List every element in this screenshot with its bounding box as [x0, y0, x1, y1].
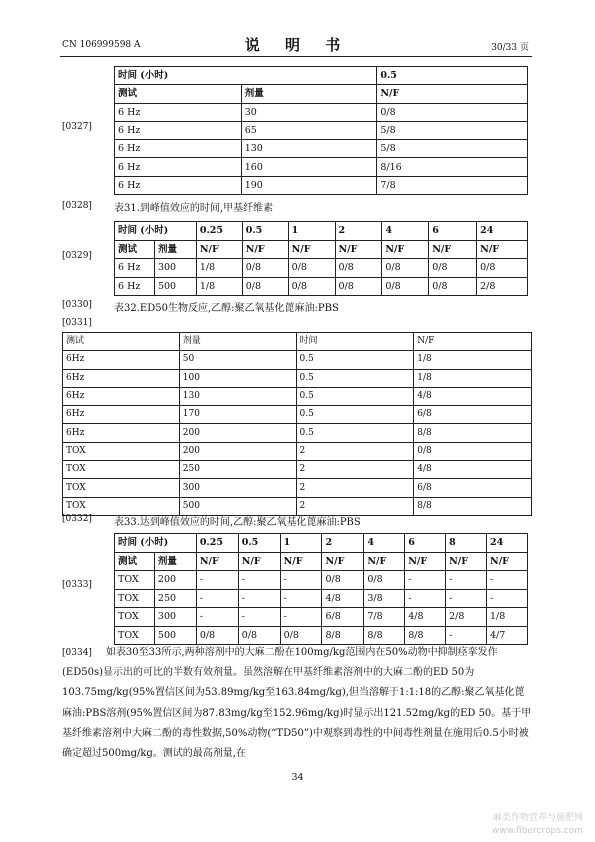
table-cell: 1 — [280, 534, 322, 553]
table-cell: 1/8 — [414, 351, 532, 369]
table-header-row — [115, 222, 528, 241]
table-cell: N/F — [377, 85, 528, 103]
table-row — [63, 424, 532, 442]
paragraph-label: [0332] — [62, 514, 92, 524]
table-cell: N/F — [288, 240, 335, 259]
table-cell: 0.5 — [242, 222, 288, 241]
table-header-row — [115, 67, 528, 85]
table-row — [115, 140, 528, 158]
table-row — [115, 259, 528, 278]
table-cell: - — [280, 589, 322, 608]
table-cell: 100 — [179, 369, 296, 387]
table-cell: 6Hz — [63, 369, 180, 387]
table-cell: 0.5 — [296, 387, 414, 405]
table-cell: 测试 — [115, 240, 155, 259]
table-cell: 6Hz — [63, 387, 180, 405]
table-cell: 8/8 — [322, 626, 364, 645]
table-cell: 6/8 — [414, 479, 532, 497]
table-cell: 2 — [322, 534, 364, 553]
table-cell: 250 — [154, 589, 196, 608]
watermark — [492, 812, 583, 838]
table-cell: TOX — [63, 479, 180, 497]
table-cell: 0.25 — [196, 534, 238, 553]
table-row — [115, 176, 528, 194]
table-33 — [114, 533, 528, 645]
table-cell: N/F — [196, 240, 242, 259]
table-cell: 500 — [179, 497, 296, 515]
table-31 — [114, 221, 528, 296]
table-cell: N/F — [487, 552, 528, 571]
table-cell: - — [238, 589, 280, 608]
table-cell: 130 — [179, 387, 296, 405]
body-paragraph — [62, 643, 532, 764]
table-cell: 4/8 — [322, 589, 364, 608]
table-cell: 1/8 — [196, 259, 242, 278]
table-cell: - — [446, 626, 487, 645]
table-cell: N/F — [322, 552, 364, 571]
table-header-row — [115, 534, 528, 553]
table-30 — [114, 66, 528, 195]
table-cell: 0/8 — [288, 277, 335, 296]
table-cell: 6Hz — [63, 351, 180, 369]
table-row — [115, 571, 528, 590]
table-cell: 0.25 — [196, 222, 242, 241]
table-cell: 0/8 — [242, 277, 288, 296]
table-row — [115, 626, 528, 645]
table-cell: 500 — [154, 277, 196, 296]
table-cell: 8/8 — [364, 626, 405, 645]
table-cell: 2 — [335, 222, 382, 241]
table-cell: 7/8 — [377, 176, 528, 194]
table-header-row — [63, 333, 532, 351]
page-title: 说 明 书 — [244, 36, 351, 54]
table-cell: 2 — [296, 479, 414, 497]
paragraph-text: 如表30至33所示,两种溶剂中的大麻二酚在100mg/kg范围内在50%动物中抑制痉挛发作(ED50s)显示出的可比的半数有效剂量。虽然溶解在甲基纤维素溶剂中的大麻二酚的ED 50为103.75mg/kg(95%置信区间为53.89mg/kg至163.84mg/kg),但当溶解于1:1:18的乙醇:聚乙氧基化蓖麻油:PBS溶剂(95%置信区间为87.83mg/kg至152.96mg/kg)时显示出121.52mg/kg的ED 50。基于甲基纤维素溶剂中大麻二酚的毒性数据,50%动物(“TD50”)中观察到毒性的中间毒性剂量在施用后0.5小时被确定超过500mg/kg。测试的最高剂量,在 — [62, 647, 532, 760]
table-cell: 剂量 — [179, 333, 296, 351]
table-cell: 1/8 — [487, 608, 528, 627]
table-cell: N/F — [429, 240, 477, 259]
paragraph-label: [0331] — [62, 318, 92, 328]
table-cell: 300 — [154, 608, 196, 627]
table-cell: 4 — [382, 222, 429, 241]
table-cell: 8/8 — [414, 497, 532, 515]
paragraph-label: [0328] — [62, 201, 92, 211]
table-cell: N/F — [477, 240, 528, 259]
table-row — [115, 277, 528, 296]
table-cell: 8/8 — [405, 626, 446, 645]
table-cell: 1/8 — [196, 277, 242, 296]
table-cell: 200 — [179, 442, 296, 460]
table-cell: 剂量 — [154, 240, 196, 259]
paragraph-label: [0327] — [62, 122, 92, 132]
table-cell: 6Hz — [63, 406, 180, 424]
table-cell: 24 — [487, 534, 528, 553]
table-cell: 0/8 — [280, 626, 322, 645]
table-cell: N/F — [414, 333, 532, 351]
table-cell: 2/8 — [477, 277, 528, 296]
table-cell: N/F — [242, 240, 288, 259]
table-cell: 0/8 — [196, 626, 238, 645]
table-cell: 0/8 — [414, 442, 532, 460]
table-32 — [62, 332, 532, 516]
table-cell: 7/8 — [364, 608, 405, 627]
table-cell: 0.5 — [238, 534, 280, 553]
table-cell: - — [238, 608, 280, 627]
table-cell: - — [196, 589, 238, 608]
table-cell: N/F — [382, 240, 429, 259]
table-cell: 250 — [179, 461, 296, 479]
table-cell: 0.5 — [296, 406, 414, 424]
table-cell: 6 — [429, 222, 477, 241]
table-cell: 0/8 — [288, 259, 335, 278]
table-row — [63, 369, 532, 387]
table-row — [115, 552, 528, 571]
table-cell: 24 — [477, 222, 528, 241]
table-cell: TOX — [63, 461, 180, 479]
table-cell: 130 — [241, 140, 377, 158]
table-cell: - — [446, 571, 487, 590]
page-info: 30/33 页 — [491, 43, 529, 53]
table-cell: 6 Hz — [115, 277, 155, 296]
document-number: CN 106999598 A — [62, 40, 141, 50]
paragraph-label: [0333] — [62, 580, 92, 590]
table-cell: 测试 — [115, 552, 155, 571]
table-cell: 0.5 — [296, 369, 414, 387]
table-cell: 0.5 — [296, 351, 414, 369]
table-cell: 0/8 — [477, 259, 528, 278]
table-cell: 0/8 — [335, 277, 382, 296]
table-cell: 2 — [296, 442, 414, 460]
table-cell: 0/8 — [382, 277, 429, 296]
table-caption: 表32.ED50生物反应,乙醇:聚乙氧基化蓖麻油:PBS — [114, 303, 339, 314]
table-cell: 30 — [241, 103, 377, 121]
table-cell: 3/8 — [364, 589, 405, 608]
table-row — [63, 461, 532, 479]
table-cell: 6 Hz — [115, 176, 242, 194]
table-cell: N/F — [364, 552, 405, 571]
table-cell: 6/8 — [322, 608, 364, 627]
table-cell: 2 — [296, 461, 414, 479]
table-cell: - — [196, 608, 238, 627]
table-cell: TOX — [115, 626, 155, 645]
table-cell: 测试 — [63, 333, 180, 351]
watermark-line: www.fibercrops.com — [492, 826, 583, 836]
table-cell: 4/7 — [487, 626, 528, 645]
table-cell: 8 — [446, 534, 487, 553]
table-cell: 时间 (小时) — [115, 222, 197, 241]
table-cell: 0.5 — [296, 424, 414, 442]
table-cell: 4/8 — [405, 608, 446, 627]
table-cell: TOX — [115, 571, 155, 590]
table-cell: 测试 — [115, 85, 242, 103]
table-cell: 190 — [241, 176, 377, 194]
table-row — [63, 351, 532, 369]
table-cell: - — [280, 608, 322, 627]
table-cell: 0/8 — [429, 259, 477, 278]
table-cell: - — [238, 571, 280, 590]
watermark-line: 麻类作物营养与施肥网 — [492, 813, 583, 823]
table-cell: 170 — [179, 406, 296, 424]
table-cell: 6 Hz — [115, 121, 242, 139]
table-cell: 时间 (小时) — [115, 67, 377, 85]
table-cell: 50 — [179, 351, 296, 369]
table-cell: 6/8 — [414, 406, 532, 424]
table-cell: TOX — [63, 497, 180, 515]
table-cell: 0/8 — [382, 259, 429, 278]
table-cell: N/F — [196, 552, 238, 571]
table-cell: 6 Hz — [115, 103, 242, 121]
table-cell: 2 — [296, 497, 414, 515]
table-cell: TOX — [115, 589, 155, 608]
table-cell: 65 — [241, 121, 377, 139]
table-cell: 6 Hz — [115, 259, 155, 278]
table-cell: - — [487, 589, 528, 608]
table-row — [63, 442, 532, 460]
table-row — [115, 85, 528, 103]
table-row — [115, 589, 528, 608]
table-cell: - — [196, 571, 238, 590]
table-cell: 2/8 — [446, 608, 487, 627]
table-cell: 时间 (小时) — [115, 534, 197, 553]
table-cell: 200 — [179, 424, 296, 442]
table-cell: 1 — [288, 222, 335, 241]
table-cell: 300 — [179, 479, 296, 497]
table-cell: N/F — [280, 552, 322, 571]
table-cell: 8/16 — [377, 158, 528, 176]
table-row — [115, 240, 528, 259]
table-cell: 200 — [154, 571, 196, 590]
table-row — [63, 387, 532, 405]
table-cell: - — [405, 589, 446, 608]
table-cell: - — [487, 571, 528, 590]
table-cell: 8/8 — [414, 424, 532, 442]
table-cell: 5/8 — [377, 121, 528, 139]
table-cell: 4/8 — [414, 387, 532, 405]
table-cell: 0/8 — [377, 103, 528, 121]
table-cell: - — [405, 571, 446, 590]
table-cell: N/F — [405, 552, 446, 571]
table-cell: - — [446, 589, 487, 608]
table-caption: 表33.达到峰值效应的时间,乙醇:聚乙氧基化蓖麻油:PBS — [114, 517, 361, 528]
table-cell: 500 — [154, 626, 196, 645]
table-cell: 0/8 — [238, 626, 280, 645]
paragraph-label: [0330] — [62, 300, 92, 310]
table-cell: TOX — [115, 608, 155, 627]
table-cell: 剂量 — [241, 85, 377, 103]
table-row — [115, 158, 528, 176]
table-cell: 0/8 — [335, 259, 382, 278]
header-divider — [60, 56, 532, 57]
table-cell: 0/8 — [242, 259, 288, 278]
table-cell: N/F — [446, 552, 487, 571]
table-cell: N/F — [238, 552, 280, 571]
table-cell: 0/8 — [364, 571, 405, 590]
table-cell: 剂量 — [154, 552, 196, 571]
table-cell: 6 Hz — [115, 158, 242, 176]
table-row — [115, 103, 528, 121]
table-cell: 0/8 — [322, 571, 364, 590]
paragraph-label: [0329] — [62, 251, 92, 261]
page-number: 34 — [291, 772, 304, 783]
table-row — [115, 121, 528, 139]
table-cell: N/F — [335, 240, 382, 259]
table-cell: 6Hz — [63, 424, 180, 442]
table-cell: 300 — [154, 259, 196, 278]
table-row — [115, 608, 528, 627]
table-cell: 0/8 — [429, 277, 477, 296]
table-cell: 时间 — [296, 333, 414, 351]
table-cell: 4/8 — [414, 461, 532, 479]
table-cell: 6 — [405, 534, 446, 553]
table-cell: 0.5 — [377, 67, 528, 85]
table-cell: 5/8 — [377, 140, 528, 158]
table-row — [63, 479, 532, 497]
table-cell: TOX — [63, 442, 180, 460]
table-cell: 160 — [241, 158, 377, 176]
table-cell: 6 Hz — [115, 140, 242, 158]
paragraph-label: [0334] — [62, 648, 92, 658]
table-row — [63, 406, 532, 424]
table-caption: 表31.到峰值效应的时间,甲基纤维素 — [114, 203, 274, 214]
table-cell: - — [280, 571, 322, 590]
table-cell: 1/8 — [414, 369, 532, 387]
table-cell: 4 — [364, 534, 405, 553]
